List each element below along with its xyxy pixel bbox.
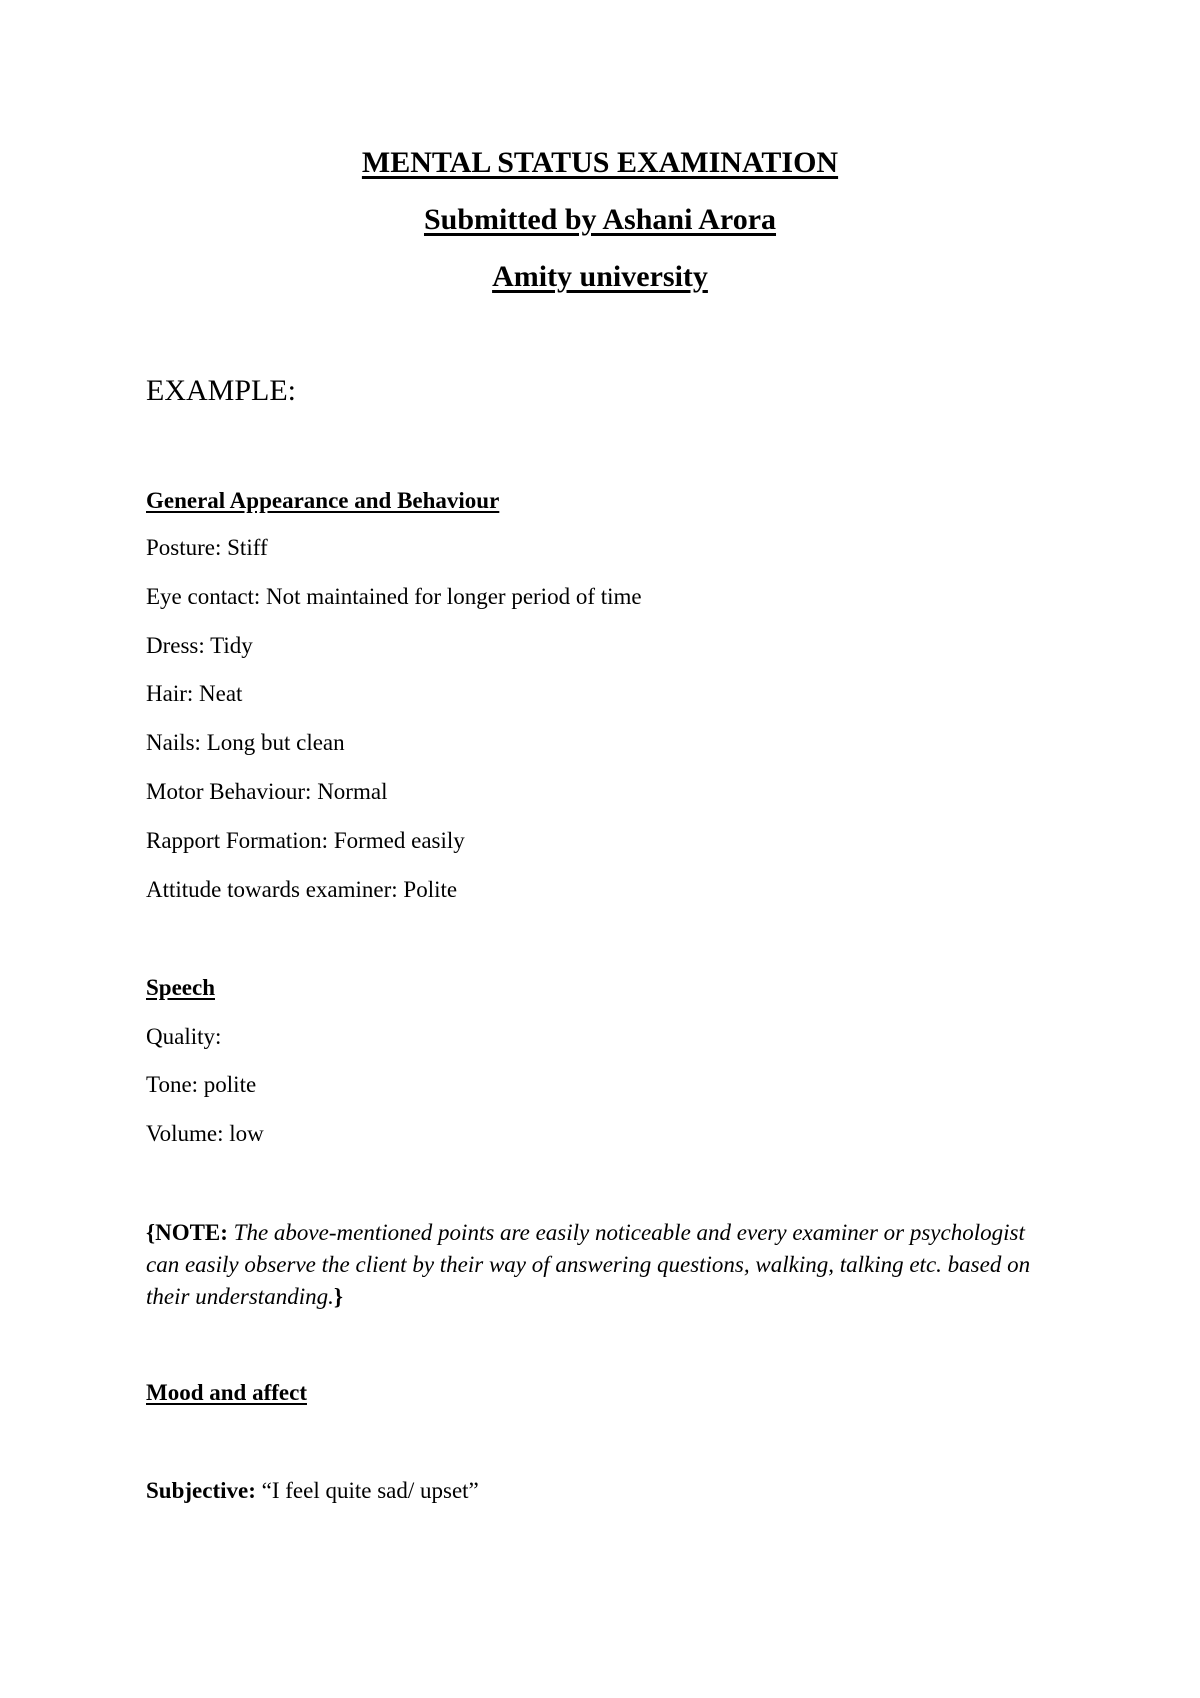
subjective-label: Subjective: — [146, 1478, 256, 1503]
volume-row: Volume: low — [146, 1121, 264, 1146]
note-open-brace: { — [146, 1220, 156, 1245]
mood-affect-heading: Mood and affect — [146, 1380, 307, 1405]
institution: Amity university — [492, 260, 708, 293]
document-title: MENTAL STATUS EXAMINATION — [361, 146, 839, 179]
submitted-by: Submitted by Ashani Arora — [423, 203, 777, 236]
rapport-row: Rapport Formation: Formed easily — [146, 828, 465, 853]
note-label: NOTE: — [155, 1220, 228, 1245]
posture-row: Posture: Stiff — [146, 535, 268, 560]
example-label: EXAMPLE: — [146, 374, 296, 407]
dress-row: Dress: Tidy — [146, 633, 253, 658]
note-paragraph — [146, 1217, 1046, 1313]
eye-contact-row: Eye contact: Not maintained for longer period of time — [146, 584, 642, 609]
note-body: The above-mentioned points are easily noticeable and every examiner or psychologist can easily observe the client by their way of answering questions, walking, talking etc. based on their understanding. — [146, 1220, 1031, 1309]
subjective-value: “I feel quite sad/ upset” — [255, 1478, 479, 1503]
general-appearance-heading: General Appearance and Behaviour — [146, 488, 500, 513]
quality-row: Quality: — [146, 1024, 222, 1049]
tone-row: Tone: polite — [146, 1072, 257, 1097]
note-close-brace: } — [333, 1284, 343, 1309]
subjective-row — [146, 1478, 479, 1504]
nails-row: Nails: Long but clean — [146, 730, 345, 755]
speech-heading: Speech — [146, 975, 215, 1000]
motor-behaviour-row: Motor Behaviour: Normal — [146, 779, 388, 804]
hair-row: Hair: Neat — [146, 681, 243, 706]
attitude-row: Attitude towards examiner: Polite — [146, 877, 458, 902]
